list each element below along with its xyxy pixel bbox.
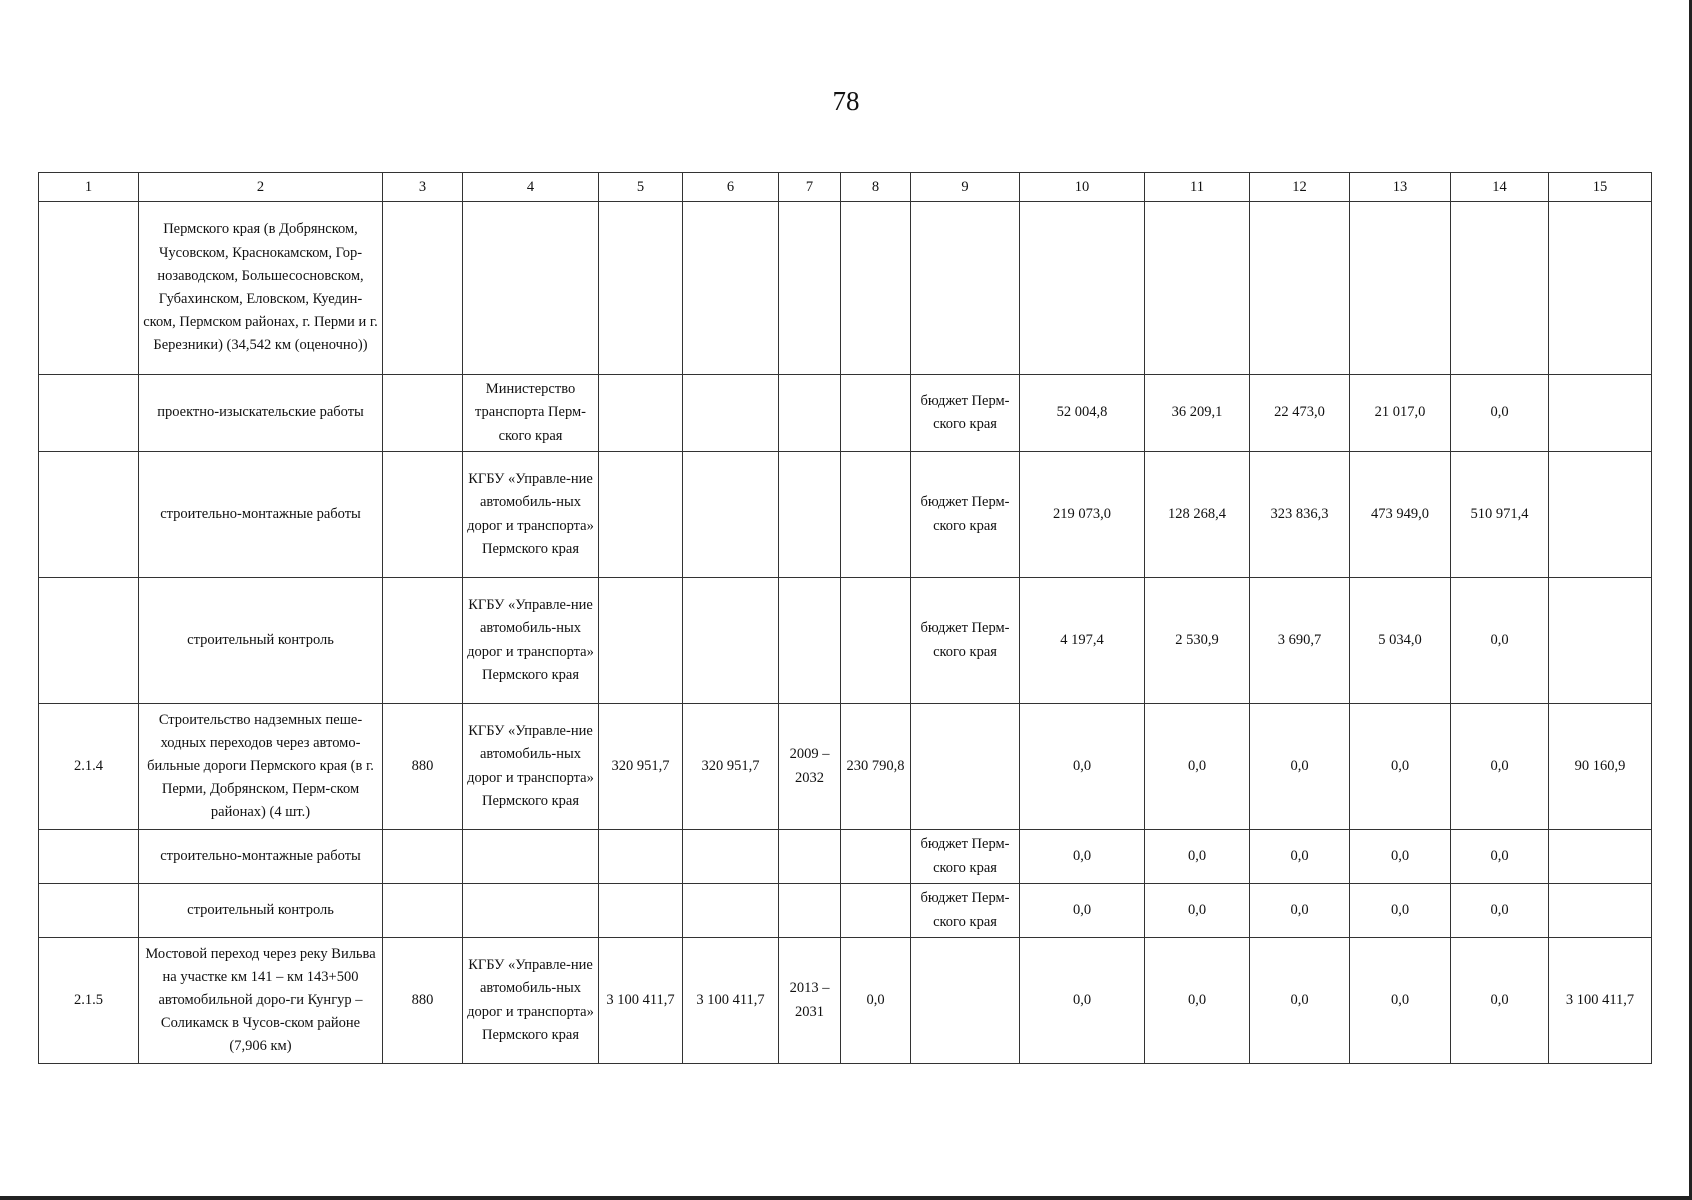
table-cell: 0,0 xyxy=(1020,938,1145,1064)
table-cell: 0,0 xyxy=(1145,938,1250,1064)
table-cell xyxy=(683,202,779,375)
table-cell xyxy=(779,202,841,375)
table-cell xyxy=(463,202,599,375)
table-cell: 0,0 xyxy=(1350,938,1451,1064)
table-cell: 3 100 411,7 xyxy=(599,938,683,1064)
table-cell: 0,0 xyxy=(1250,704,1350,830)
table-cell xyxy=(841,830,911,884)
table-row xyxy=(39,884,1652,938)
table-cell: 0,0 xyxy=(1250,884,1350,938)
column-number: 7 xyxy=(779,173,841,202)
table-cell xyxy=(383,578,463,704)
table-cell xyxy=(1020,202,1145,375)
table-cell: 5 034,0 xyxy=(1350,578,1451,704)
table-cell: КГБУ «Управле-ние автомобиль-ных дорог и транспорта» Пермского края xyxy=(463,452,599,578)
column-number: 1 xyxy=(39,173,139,202)
table-row xyxy=(39,202,1652,375)
column-number: 8 xyxy=(841,173,911,202)
table-row xyxy=(39,452,1652,578)
table-cell: 473 949,0 xyxy=(1350,452,1451,578)
table-cell xyxy=(1549,578,1652,704)
column-number: 11 xyxy=(1145,173,1250,202)
table-cell: КГБУ «Управле-ние автомобиль-ных дорог и транспорта» Пермского края xyxy=(463,578,599,704)
table-cell: 0,0 xyxy=(1145,884,1250,938)
table-cell xyxy=(599,375,683,452)
table-cell: 323 836,3 xyxy=(1250,452,1350,578)
column-number: 13 xyxy=(1350,173,1451,202)
table-cell: 230 790,8 xyxy=(841,704,911,830)
table-cell xyxy=(599,884,683,938)
table-cell: бюджет Перм-ского края xyxy=(911,452,1020,578)
column-number: 6 xyxy=(683,173,779,202)
table-cell xyxy=(1145,202,1250,375)
table-cell xyxy=(1451,202,1549,375)
column-number-row xyxy=(39,173,1652,202)
table-cell: 3 100 411,7 xyxy=(1549,938,1652,1064)
table-cell: 0,0 xyxy=(841,938,911,1064)
table-cell: 880 xyxy=(383,704,463,830)
table-cell: 510 971,4 xyxy=(1451,452,1549,578)
table-cell xyxy=(841,578,911,704)
table-cell xyxy=(1549,884,1652,938)
table-cell: 2013 – 2031 xyxy=(779,938,841,1064)
table-cell: строительно-монтажные работы xyxy=(139,452,383,578)
table-cell xyxy=(841,202,911,375)
table-cell xyxy=(779,452,841,578)
table-cell: 0,0 xyxy=(1350,830,1451,884)
table-cell xyxy=(463,884,599,938)
table-cell xyxy=(683,375,779,452)
table-cell: 880 xyxy=(383,938,463,1064)
table-cell: КГБУ «Управле-ние автомобиль-ных дорог и транспорта» Пермского края xyxy=(463,704,599,830)
table-cell: 0,0 xyxy=(1020,884,1145,938)
table-cell xyxy=(1350,202,1451,375)
table-cell: 0,0 xyxy=(1451,578,1549,704)
table-cell xyxy=(463,830,599,884)
table-cell xyxy=(39,375,139,452)
table-cell: Министерство транспорта Перм-ского края xyxy=(463,375,599,452)
table-row xyxy=(39,375,1652,452)
table-cell xyxy=(911,938,1020,1064)
table-cell: 0,0 xyxy=(1451,704,1549,830)
page-number: 78 xyxy=(832,86,860,116)
table-cell: 219 073,0 xyxy=(1020,452,1145,578)
table-cell: Мостовой переход через реку Вильва на участке км 141 – км 143+500 автомобильной доро-ги Кунгур – Соликамск в Чусов-ском районе (7,906 км) xyxy=(139,938,383,1064)
table-cell xyxy=(1549,830,1652,884)
table-cell: 320 951,7 xyxy=(599,704,683,830)
table-cell xyxy=(683,578,779,704)
table-cell xyxy=(599,830,683,884)
table-cell: КГБУ «Управле-ние автомобиль-ных дорог и транспорта» Пермского края xyxy=(463,938,599,1064)
table-cell xyxy=(39,202,139,375)
table-cell: 0,0 xyxy=(1145,830,1250,884)
table-cell: 0,0 xyxy=(1020,704,1145,830)
table-cell xyxy=(841,375,911,452)
table-cell xyxy=(841,452,911,578)
table-cell xyxy=(383,452,463,578)
table-cell: бюджет Перм-ского края xyxy=(911,578,1020,704)
column-number: 5 xyxy=(599,173,683,202)
table-cell: 3 690,7 xyxy=(1250,578,1350,704)
table-cell: 320 951,7 xyxy=(683,704,779,830)
table-cell: 2.1.5 xyxy=(39,938,139,1064)
table-cell xyxy=(779,830,841,884)
table-cell: 128 268,4 xyxy=(1145,452,1250,578)
table-cell xyxy=(39,884,139,938)
table-cell xyxy=(1549,452,1652,578)
table-cell: 0,0 xyxy=(1451,884,1549,938)
table-cell: строительно-монтажные работы xyxy=(139,830,383,884)
table-cell: бюджет Перм-ского края xyxy=(911,884,1020,938)
column-number: 12 xyxy=(1250,173,1350,202)
table-row xyxy=(39,704,1652,830)
column-number: 15 xyxy=(1549,173,1652,202)
table-cell: 2.1.4 xyxy=(39,704,139,830)
table-cell: 22 473,0 xyxy=(1250,375,1350,452)
table-cell xyxy=(683,830,779,884)
table-cell: 0,0 xyxy=(1250,938,1350,1064)
table-cell: строительный контроль xyxy=(139,578,383,704)
table-cell xyxy=(683,452,779,578)
table-cell xyxy=(599,578,683,704)
table-cell: 0,0 xyxy=(1451,375,1549,452)
table-cell xyxy=(383,202,463,375)
table-cell: 0,0 xyxy=(1020,830,1145,884)
table-row xyxy=(39,830,1652,884)
table-cell xyxy=(1250,202,1350,375)
table-cell xyxy=(383,830,463,884)
table-cell xyxy=(911,202,1020,375)
table-cell xyxy=(39,452,139,578)
program-table xyxy=(38,172,1652,1064)
table-cell: 4 197,4 xyxy=(1020,578,1145,704)
table-cell xyxy=(599,452,683,578)
table-cell xyxy=(841,884,911,938)
column-number: 9 xyxy=(911,173,1020,202)
table-cell xyxy=(39,578,139,704)
table-cell xyxy=(383,884,463,938)
table-cell: 0,0 xyxy=(1350,884,1451,938)
table-cell: 0,0 xyxy=(1145,704,1250,830)
table-cell: 52 004,8 xyxy=(1020,375,1145,452)
table-cell: 0,0 xyxy=(1250,830,1350,884)
column-number: 3 xyxy=(383,173,463,202)
table-cell: бюджет Перм-ского края xyxy=(911,830,1020,884)
table-cell xyxy=(1549,202,1652,375)
table-cell: проектно-изыскательские работы xyxy=(139,375,383,452)
table-cell: строительный контроль xyxy=(139,884,383,938)
table-cell: Пермского края (в Добрянском, Чусовском, Краснокамском, Гор-нозаводском, Большесосновском, Губахинском, Еловском, Куедин-ском, Пермском районах, г. Перми и г. Березники) (34,542 км (оценочно)) xyxy=(139,202,383,375)
table-cell xyxy=(779,884,841,938)
table-cell: 21 017,0 xyxy=(1350,375,1451,452)
table-cell xyxy=(39,830,139,884)
table-cell: 3 100 411,7 xyxy=(683,938,779,1064)
table-cell: 2009 – 2032 xyxy=(779,704,841,830)
table-cell xyxy=(383,375,463,452)
table-cell xyxy=(1549,375,1652,452)
table-cell xyxy=(683,884,779,938)
table-row xyxy=(39,938,1652,1064)
table-cell: 0,0 xyxy=(1451,938,1549,1064)
table-cell: Строительство надземных пеше-ходных переходов через автомо-бильные дороги Пермского края (в г. Перми, Добрянском, Перм-ском районах) (4 шт.) xyxy=(139,704,383,830)
column-number: 2 xyxy=(139,173,383,202)
column-number: 14 xyxy=(1451,173,1549,202)
table-cell: 0,0 xyxy=(1350,704,1451,830)
column-number: 10 xyxy=(1020,173,1145,202)
scan-border-bottom xyxy=(0,1196,1692,1200)
table-cell: бюджет Перм-ского края xyxy=(911,375,1020,452)
table-cell xyxy=(911,704,1020,830)
table-cell: 90 160,9 xyxy=(1549,704,1652,830)
table-cell xyxy=(779,375,841,452)
column-number: 4 xyxy=(463,173,599,202)
table-cell: 2 530,9 xyxy=(1145,578,1250,704)
table-cell xyxy=(779,578,841,704)
table-cell: 36 209,1 xyxy=(1145,375,1250,452)
table-cell: 0,0 xyxy=(1451,830,1549,884)
table-cell xyxy=(599,202,683,375)
table-row xyxy=(39,578,1652,704)
